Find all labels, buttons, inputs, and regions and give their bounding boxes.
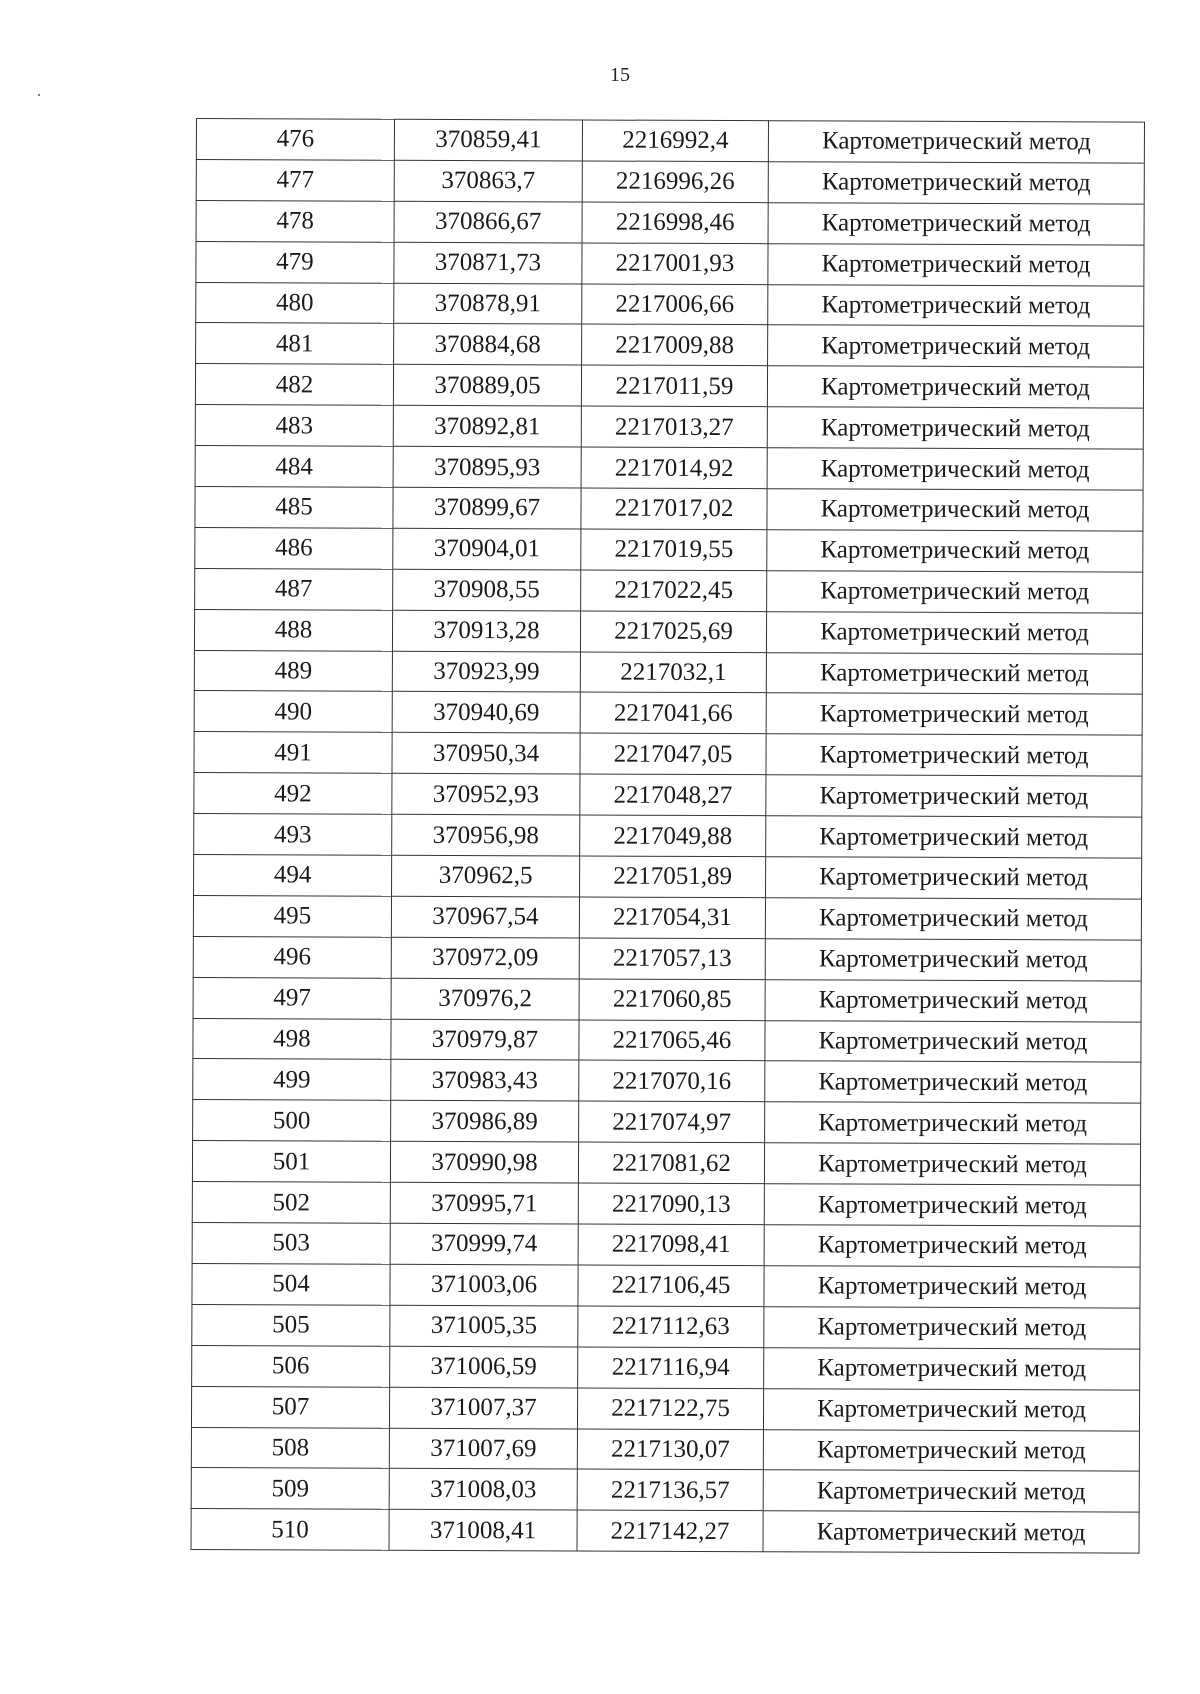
y-coordinate-cell: 2217001,93 xyxy=(582,243,768,285)
y-coordinate-cell: 2217025,69 xyxy=(580,611,766,653)
table-row xyxy=(196,282,1144,327)
point-number-cell: 505 xyxy=(192,1304,390,1346)
table-row xyxy=(192,1182,1140,1227)
point-number-cell: 507 xyxy=(191,1386,389,1428)
y-coordinate-cell: 2216996,26 xyxy=(582,161,768,203)
method-cell: Картометрический метод xyxy=(766,734,1142,776)
point-number-cell: 494 xyxy=(194,855,392,897)
y-coordinate-cell: 2217074,97 xyxy=(579,1101,765,1143)
point-number-cell: 510 xyxy=(191,1509,389,1551)
x-coordinate-cell: 370871,73 xyxy=(394,242,582,284)
x-coordinate-cell: 370878,91 xyxy=(394,283,582,325)
table-row xyxy=(196,119,1144,164)
x-coordinate-cell: 370956,98 xyxy=(392,814,580,856)
y-coordinate-cell: 2217130,07 xyxy=(577,1428,763,1470)
y-coordinate-cell: 2217014,92 xyxy=(581,447,767,489)
table-row xyxy=(193,1018,1141,1063)
coordinates-table-body xyxy=(191,119,1144,1554)
method-cell: Картометрический метод xyxy=(764,1307,1140,1349)
table-row xyxy=(191,1468,1139,1513)
x-coordinate-cell: 371006,59 xyxy=(390,1346,578,1388)
table-row xyxy=(191,1427,1139,1472)
page-number: 15 xyxy=(610,64,630,86)
table-row xyxy=(196,241,1144,286)
table-row xyxy=(196,323,1144,368)
table-row xyxy=(195,364,1143,409)
method-cell: Картометрический метод xyxy=(765,1020,1141,1062)
y-coordinate-cell: 2216992,4 xyxy=(582,120,768,162)
x-coordinate-cell: 371007,69 xyxy=(389,1428,577,1470)
point-number-cell: 486 xyxy=(195,527,393,569)
table-row xyxy=(195,527,1143,572)
scan-speck xyxy=(38,94,40,96)
x-coordinate-cell: 370889,05 xyxy=(393,365,581,407)
method-cell: Картометрический метод xyxy=(763,1511,1139,1553)
method-cell: Картометрический метод xyxy=(765,898,1141,940)
point-number-cell: 489 xyxy=(194,650,392,692)
method-cell: Картометрический метод xyxy=(765,1102,1141,1144)
y-coordinate-cell: 2217054,31 xyxy=(579,897,765,939)
x-coordinate-cell: 371003,06 xyxy=(390,1264,578,1306)
point-number-cell: 488 xyxy=(194,609,392,651)
x-coordinate-cell: 370892,81 xyxy=(393,405,581,447)
table-row xyxy=(194,732,1142,777)
table-row xyxy=(193,936,1141,981)
table-row xyxy=(192,1345,1140,1390)
x-coordinate-cell: 370995,71 xyxy=(390,1182,578,1224)
point-number-cell: 482 xyxy=(195,364,393,406)
table-row xyxy=(192,1223,1140,1268)
point-number-cell: 481 xyxy=(196,323,394,365)
method-cell: Картометрический метод xyxy=(764,1225,1140,1267)
method-cell: Картометрический метод xyxy=(767,407,1143,449)
y-coordinate-cell: 2217112,63 xyxy=(578,1306,764,1348)
method-cell: Картометрический метод xyxy=(766,857,1142,899)
table-row xyxy=(191,1386,1139,1431)
method-cell: Картометрический метод xyxy=(765,939,1141,981)
x-coordinate-cell: 370967,54 xyxy=(391,896,579,938)
method-cell: Картометрический метод xyxy=(768,284,1144,326)
point-number-cell: 487 xyxy=(195,568,393,610)
table-row xyxy=(191,1509,1139,1554)
point-number-cell: 491 xyxy=(194,732,392,774)
x-coordinate-cell: 370904,01 xyxy=(393,528,581,570)
x-coordinate-cell: 370895,93 xyxy=(393,446,581,488)
point-number-cell: 476 xyxy=(196,119,394,161)
table-row xyxy=(193,1059,1141,1104)
y-coordinate-cell: 2217049,88 xyxy=(580,815,766,857)
table-row xyxy=(192,1263,1140,1308)
method-cell: Картометрический метод xyxy=(766,816,1142,858)
y-coordinate-cell: 2217090,13 xyxy=(578,1183,764,1225)
x-coordinate-cell: 370976,2 xyxy=(391,978,579,1020)
method-cell: Картометрический метод xyxy=(763,1470,1139,1512)
point-number-cell: 508 xyxy=(191,1427,389,1469)
method-cell: Картометрический метод xyxy=(766,652,1142,694)
x-coordinate-cell: 370950,34 xyxy=(392,733,580,775)
method-cell: Картометрический метод xyxy=(763,1429,1139,1471)
table-row xyxy=(193,977,1141,1022)
method-cell: Картометрический метод xyxy=(768,243,1144,285)
point-number-cell: 504 xyxy=(192,1263,390,1305)
method-cell: Картометрический метод xyxy=(764,1184,1140,1226)
y-coordinate-cell: 2217011,59 xyxy=(581,365,767,407)
point-number-cell: 506 xyxy=(192,1345,390,1387)
method-cell: Картометрический метод xyxy=(767,448,1143,490)
y-coordinate-cell: 2217060,85 xyxy=(579,979,765,1021)
y-coordinate-cell: 2217006,66 xyxy=(582,284,768,326)
x-coordinate-cell: 371007,37 xyxy=(389,1387,577,1429)
x-coordinate-cell: 370940,69 xyxy=(392,692,580,734)
x-coordinate-cell: 370986,89 xyxy=(391,1101,579,1143)
point-number-cell: 483 xyxy=(195,405,393,447)
table-row xyxy=(193,895,1141,940)
y-coordinate-cell: 2217070,16 xyxy=(579,1060,765,1102)
method-cell: Картометрический метод xyxy=(767,570,1143,612)
y-coordinate-cell: 2217065,46 xyxy=(579,1020,765,1062)
x-coordinate-cell: 370923,99 xyxy=(392,651,580,693)
point-number-cell: 478 xyxy=(196,200,394,242)
point-number-cell: 499 xyxy=(193,1059,391,1101)
y-coordinate-cell: 2217057,13 xyxy=(579,938,765,980)
y-coordinate-cell: 2217048,27 xyxy=(580,774,766,816)
x-coordinate-cell: 370908,55 xyxy=(393,569,581,611)
method-cell: Картометрический метод xyxy=(767,489,1143,531)
method-cell: Картометрический метод xyxy=(764,1143,1140,1185)
table-row xyxy=(193,1100,1141,1145)
y-coordinate-cell: 2217116,94 xyxy=(578,1347,764,1389)
point-number-cell: 484 xyxy=(195,446,393,488)
x-coordinate-cell: 370884,68 xyxy=(394,324,582,366)
y-coordinate-cell: 2217013,27 xyxy=(581,406,767,448)
method-cell: Картометрический метод xyxy=(765,979,1141,1021)
x-coordinate-cell: 370863,7 xyxy=(394,160,582,202)
y-coordinate-cell: 2217019,55 xyxy=(581,529,767,571)
x-coordinate-cell: 371005,35 xyxy=(390,1305,578,1347)
point-number-cell: 501 xyxy=(192,1141,390,1183)
method-cell: Картометрический метод xyxy=(767,366,1143,408)
point-number-cell: 503 xyxy=(192,1223,390,1265)
point-number-cell: 498 xyxy=(193,1018,391,1060)
point-number-cell: 492 xyxy=(194,773,392,815)
y-coordinate-cell: 2217106,45 xyxy=(578,1265,764,1307)
table-row xyxy=(194,855,1142,900)
point-number-cell: 477 xyxy=(196,159,394,201)
coordinates-table xyxy=(191,118,1145,1554)
point-number-cell: 497 xyxy=(193,977,391,1019)
table-row xyxy=(194,814,1142,859)
method-cell: Картометрический метод xyxy=(767,530,1143,572)
method-cell: Картометрический метод xyxy=(765,1061,1141,1103)
x-coordinate-cell: 370866,67 xyxy=(394,201,582,243)
point-number-cell: 493 xyxy=(194,814,392,856)
method-cell: Картометрический метод xyxy=(763,1388,1139,1430)
point-number-cell: 496 xyxy=(193,936,391,978)
method-cell: Картометрический метод xyxy=(768,202,1144,244)
y-coordinate-cell: 2217098,41 xyxy=(578,1224,764,1266)
point-number-cell: 490 xyxy=(194,691,392,733)
y-coordinate-cell: 2217081,62 xyxy=(578,1142,764,1184)
y-coordinate-cell: 2217051,89 xyxy=(580,856,766,898)
x-coordinate-cell: 370962,5 xyxy=(392,855,580,897)
point-number-cell: 485 xyxy=(195,487,393,529)
y-coordinate-cell: 2217032,1 xyxy=(580,652,766,694)
table-row xyxy=(195,405,1143,450)
x-coordinate-cell: 370990,98 xyxy=(390,1142,578,1184)
x-coordinate-cell: 370979,87 xyxy=(391,1019,579,1061)
table-row xyxy=(192,1141,1140,1186)
point-number-cell: 480 xyxy=(196,282,394,324)
y-coordinate-cell: 2217122,75 xyxy=(577,1388,763,1430)
table-row xyxy=(194,773,1142,818)
table-row xyxy=(195,568,1143,613)
y-coordinate-cell: 2217142,27 xyxy=(577,1510,763,1552)
method-cell: Картометрический метод xyxy=(766,611,1142,653)
x-coordinate-cell: 370983,43 xyxy=(391,1060,579,1102)
method-cell: Картометрический метод xyxy=(766,775,1142,817)
table-row xyxy=(194,691,1142,736)
table-row xyxy=(195,446,1143,491)
x-coordinate-cell: 370972,09 xyxy=(391,937,579,979)
point-number-cell: 500 xyxy=(193,1100,391,1142)
y-coordinate-cell: 2217136,57 xyxy=(577,1469,763,1511)
x-coordinate-cell: 370999,74 xyxy=(390,1223,578,1265)
method-cell: Картометрический метод xyxy=(768,121,1144,163)
method-cell: Картометрический метод xyxy=(768,162,1144,204)
y-coordinate-cell: 2217017,02 xyxy=(581,488,767,530)
method-cell: Картометрический метод xyxy=(764,1347,1140,1389)
table-row xyxy=(195,487,1143,532)
x-coordinate-cell: 371008,03 xyxy=(389,1469,577,1511)
point-number-cell: 495 xyxy=(193,895,391,937)
method-cell: Картометрический метод xyxy=(766,693,1142,735)
table-row xyxy=(194,609,1142,654)
x-coordinate-cell: 370899,67 xyxy=(393,487,581,529)
point-number-cell: 502 xyxy=(192,1182,390,1224)
y-coordinate-cell: 2217047,05 xyxy=(580,733,766,775)
x-coordinate-cell: 370859,41 xyxy=(394,119,582,161)
method-cell: Картометрический метод xyxy=(768,325,1144,367)
point-number-cell: 479 xyxy=(196,241,394,283)
point-number-cell: 509 xyxy=(191,1468,389,1510)
y-coordinate-cell: 2217009,88 xyxy=(582,324,768,366)
table-row xyxy=(196,200,1144,245)
method-cell: Картометрический метод xyxy=(764,1266,1140,1308)
table-row xyxy=(194,650,1142,695)
x-coordinate-cell: 371008,41 xyxy=(389,1510,577,1552)
y-coordinate-cell: 2217022,45 xyxy=(581,570,767,612)
x-coordinate-cell: 370913,28 xyxy=(392,610,580,652)
table-row xyxy=(196,159,1144,204)
y-coordinate-cell: 2217041,66 xyxy=(580,692,766,734)
y-coordinate-cell: 2216998,46 xyxy=(582,202,768,244)
x-coordinate-cell: 370952,93 xyxy=(392,774,580,816)
table-row xyxy=(192,1304,1140,1349)
